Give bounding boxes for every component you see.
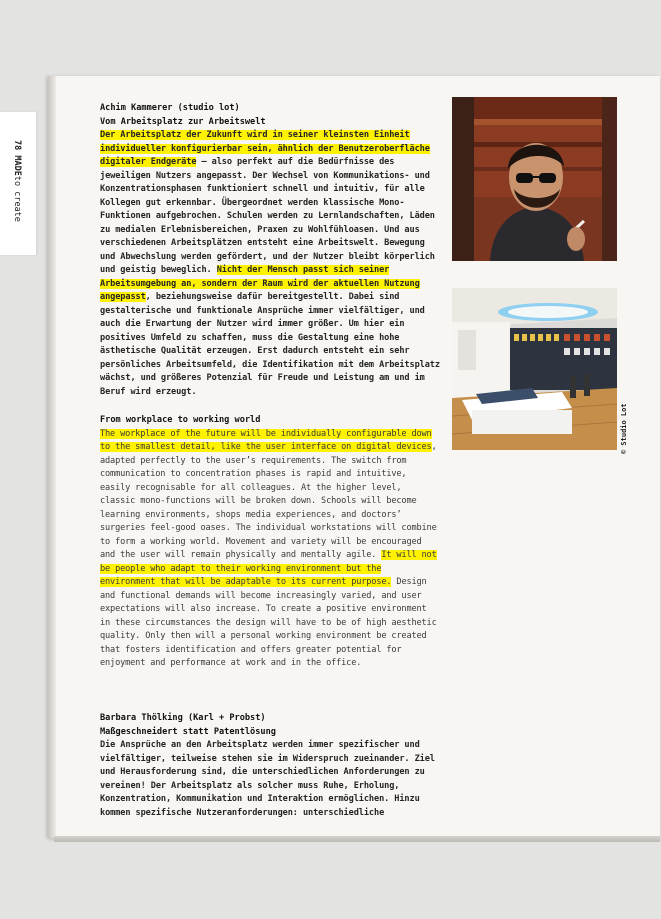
body-text: – also perfekt auf die Bedürfnisse des jeweiligen Nutzers angepasst. Der Wechsel von Kommunikations- und Konzentrationsphasen funktioniert schnell und intuitiv, für alle Kollegen gut erkennbar. Übergeordnet werden klassische Mono-Funktionen aufgebrochen. Schulen werden zu Lernlandschaften, Läden zu medialen Erlebnisbereichen, Praxen zu Wohlfühloasen. Und aus verschiedenen Arbeitsplätzen entsteht eine Arbeitswelt. Bewegung und Abwechslung werden gefördert, und der Nutzer bleibt körperlich und geistig beweglich.	[100, 157, 435, 275]
highlight-text: Der Arbeitsplatz der Zukunft wird in seiner kleinsten Einheit individueller konfigurierbar sein, ähnlich der Benutzeroberfläche digitaler Endgeräte	[100, 130, 430, 167]
section-title: Vom Arbeitsplatz zur Arbeitswelt	[100, 116, 266, 127]
interior-photo	[452, 288, 617, 450]
paragraph-german	[100, 129, 440, 399]
brand-made: MADE	[12, 155, 22, 176]
body-text: , beziehungsweise dafür bereitgestellt. Dabei sind gestalterische und funktionale Ansprüche immer vielfältiger, und auch die Erwartung der Nutzer wird immer größer. Um hier ein positives Umfeld zu schaffen, muss die Gestaltung eine hohe ästhetische Qualität erzeugen. Erst dadurch entsteht ein sehr persönliches Arbeitsumfeld, die Identifikation mit dem Arbeitsplatz wächst, und größeres Potenzial für Freude und Leistung am und im Beruf wird erzeugt.	[100, 292, 440, 397]
paragraph-german: Die Ansprüche an den Arbeitsplatz werden immer spezifischer und vielfältiger, teilweise stehen sie im Widerspruch zueinander. Ziel und Herausforderung sind, die unterschiedlichen Anforderungen zu vereinen! Der Arbeitsplatz als solcher muss Ruhe, Erholung, Konzentration, Kommunikation und Interaktion ermöglichen. Hinzu kommen spezifische Nutzeranforderungen: unterschiedliche	[100, 740, 435, 818]
paragraph-english	[100, 428, 440, 671]
photo-credit: © Studio Lot	[620, 403, 628, 454]
section-title: From workplace to working world	[100, 415, 261, 425]
page-number: 78	[12, 140, 22, 151]
author-heading: Achim Kammerer (studio lot)	[100, 103, 240, 113]
highlight-text: It will not be people who adapt to their working environment but the environment that will be adaptable to its current purpose.	[100, 550, 437, 587]
page-spine	[48, 76, 56, 838]
brand-suffix: to create	[12, 175, 22, 222]
article-german-1	[100, 102, 440, 399]
article-german-2	[100, 712, 440, 820]
body-text: , adapted perfectly to the user’s requirements. The switch from communication to concentration phases is rapid and intuitive, easily recognisable for all colleagues. At the higher level, classic mono-functions will be broken down. Schools will become learning environments, shops media experiences, and doctors’ surgeries feel-good oases. The individual workstations will combine to form a working world. Movement and variety will be encouraged and the user will remain physically and mentally agile.	[100, 442, 437, 560]
page-number-label	[12, 140, 22, 222]
page-bottom-edge	[54, 836, 660, 842]
body-text: Design and functional demands will become increasingly varied, and user expectations will also increase. To create a positive environment in these circumstances the design will have to be of high aesthetic quality. Only then will a personal working environment be created that fosters identification and offers greater potential for enjoyment and performance at work and in the office.	[100, 577, 437, 668]
portrait-photo	[452, 97, 617, 261]
highlight-text: The workplace of the future will be individually configurable down to the smallest detail, like the user interface on digital devices	[100, 428, 432, 452]
section-title: Maßgeschneidert statt Patentlösung	[100, 726, 276, 737]
article-english	[100, 414, 440, 671]
highlight-text: Nicht der Mensch passt sich seiner Arbeitsumgebung an, sondern der Raum wird der aktuellen Nutzung angepasst	[100, 265, 420, 302]
author-heading: Barbara Thölking (Karl + Probst)	[100, 713, 266, 723]
